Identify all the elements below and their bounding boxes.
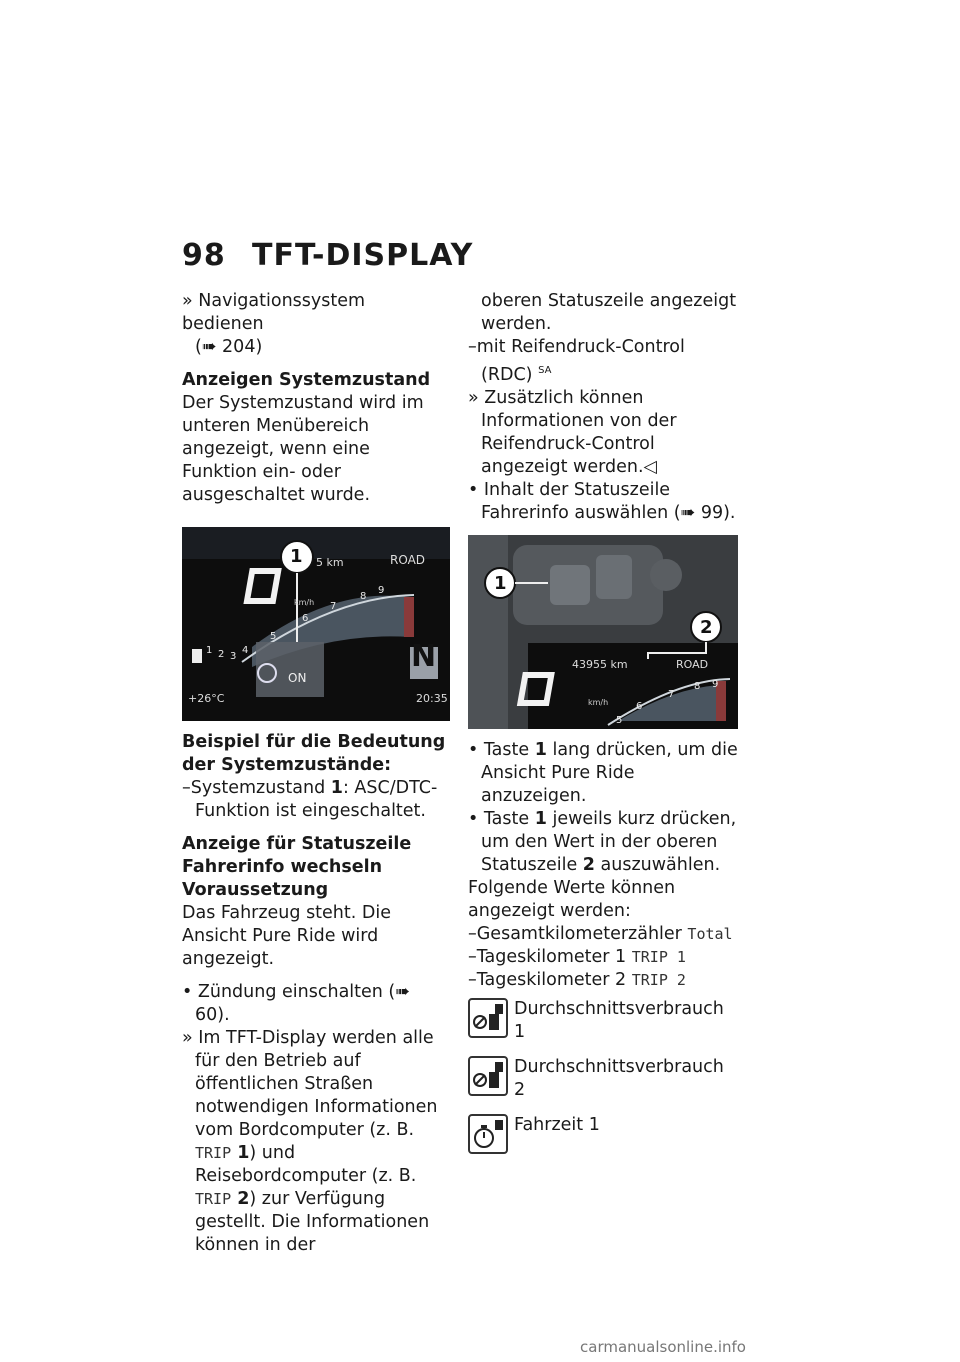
section-heading-status-line: Anzeige für Statuszeile Fahrerinfo wechseln bbox=[182, 834, 412, 877]
trip-number: 2 bbox=[231, 1189, 250, 1209]
fig1-gear: N bbox=[411, 639, 437, 674]
button-number: 1 bbox=[534, 808, 547, 829]
rpm-tick-label: 8 bbox=[360, 591, 367, 602]
option-marker: SA bbox=[538, 365, 552, 376]
rpm-tick-label: 9 bbox=[712, 678, 719, 690]
mono-trip: TRIP bbox=[195, 1190, 232, 1208]
page-title: TFT-DISPLAY bbox=[252, 238, 474, 273]
continuation-text: oberen Statuszeile angezeigt werden. bbox=[481, 291, 737, 334]
column-right bbox=[468, 290, 740, 1166]
step-select-content: • Inhalt der Statuszeile Fahrerinfo auswählen (➠ 99). bbox=[468, 479, 736, 523]
step-text: • Taste bbox=[468, 808, 535, 829]
fig1-status: ON bbox=[288, 671, 307, 685]
rpm-tick-label: 6 bbox=[302, 613, 309, 624]
rpm-tick-label: 2 bbox=[218, 649, 225, 660]
step-text: • Taste bbox=[468, 739, 535, 760]
rpm-tick-label: 9 bbox=[378, 585, 385, 596]
icon-label: Fahrzeit 1 bbox=[514, 1114, 600, 1135]
result-tft bbox=[182, 1027, 450, 1257]
icon-label: Durchschnittsverbrauch 2 bbox=[514, 1056, 724, 1100]
rpm-tick-label: 8 bbox=[694, 680, 701, 692]
rpm-tick-label: 1 bbox=[206, 645, 213, 656]
fuel-consumption-icon bbox=[468, 998, 508, 1038]
step-text: jeweils kurz drücken, um den Wert in der oberen Statuszeile bbox=[481, 808, 737, 875]
value-display: TRIP 1 bbox=[631, 947, 686, 966]
item-text: : ASC/DTC-Funktion ist eingeschaltet. bbox=[195, 778, 438, 821]
figure-caption: Beispiel für die Bedeutung der Systemzustände: bbox=[182, 732, 446, 775]
value-trip1 bbox=[468, 946, 740, 969]
page-number: 98 bbox=[182, 238, 226, 273]
step-text: lang drücken, um die Ansicht Pure Ride anzuzeigen. bbox=[481, 739, 738, 806]
value-trip2 bbox=[468, 969, 740, 992]
rpm-tick-label: 7 bbox=[668, 688, 675, 700]
value-total bbox=[468, 923, 740, 946]
icon-row-riding-time bbox=[468, 1114, 740, 1166]
trip-number: 1 bbox=[231, 1143, 250, 1163]
step-long-press bbox=[468, 739, 740, 808]
nav-reference-text: » Navigationssystem bedienen bbox=[182, 291, 366, 334]
subheading-prerequisite: Voraussetzung bbox=[182, 880, 329, 900]
callout-2: 2 bbox=[700, 616, 713, 638]
item-number: 1 bbox=[330, 778, 343, 798]
step-ignition: • Zündung einschalten (➠ 60). bbox=[182, 982, 410, 1025]
paragraph-prerequisite: Das Fahrzeug steht. Die Ansicht Pure Ride wird angezeigt. bbox=[182, 903, 391, 969]
result-text: ) zur Verfügung gestellt. Die Informationen können in der bbox=[195, 1189, 430, 1255]
figure-handlebar-switch bbox=[468, 535, 738, 729]
rpm-tick-label: 4 bbox=[242, 645, 249, 656]
icon-row-consumption-2 bbox=[468, 1056, 740, 1108]
icon-row-consumption-1 bbox=[468, 998, 740, 1050]
rdc-text: –mit Reifendruck-Control (RDC) bbox=[468, 337, 685, 385]
page-heading bbox=[182, 238, 473, 273]
nav-reference-link[interactable]: (➠ 204) bbox=[195, 337, 263, 357]
nav-reference bbox=[182, 290, 450, 359]
status-line-number: 2 bbox=[582, 854, 595, 875]
rpm-tick-label: 3 bbox=[230, 651, 237, 662]
fuel-consumption-icon bbox=[468, 1056, 508, 1096]
values-intro: Folgende Werte können angezeigt werden: bbox=[468, 877, 676, 921]
step-short-press bbox=[468, 808, 740, 877]
icon-label: Durchschnittsverbrauch 1 bbox=[514, 998, 724, 1042]
fig1-mode: ROAD bbox=[390, 553, 426, 567]
fig2-odometer: 43955 km bbox=[572, 657, 628, 671]
value-label: –Tageskilometer 1 bbox=[468, 946, 632, 967]
rpm-tick-label: 5 bbox=[270, 631, 277, 642]
fig2-mode: ROAD bbox=[676, 657, 709, 671]
rdc-note: » Zusätzlich können Informationen von der Reifendruck-Control angezeigt werden.◁ bbox=[468, 387, 677, 477]
paragraph-system-state: Der Systemzustand wird im unteren Menübereich angezeigt, wenn eine Funktion ein- oder ausgeschaltet wurde. bbox=[182, 393, 424, 505]
value-label: –Gesamtkilometerzähler bbox=[468, 923, 688, 944]
list-item-system-state bbox=[182, 777, 450, 823]
footer-watermark: carmanualsonline.info bbox=[580, 1338, 746, 1356]
step-text: auszuwählen. bbox=[594, 854, 721, 875]
fig1-unit: km/h bbox=[294, 598, 315, 607]
section-heading-system-state: Anzeigen Systemzustand bbox=[182, 370, 431, 390]
result-text: ) und Reisebordcomputer (z. B. bbox=[195, 1143, 417, 1186]
fig1-odometer: 5 km bbox=[316, 556, 344, 569]
item-text: –Systemzustand bbox=[182, 778, 331, 798]
button-number: 1 bbox=[534, 739, 547, 760]
fig2-unit: km/h bbox=[588, 697, 609, 707]
fig1-time: 20:35 bbox=[416, 692, 448, 705]
figure-tft-display bbox=[182, 527, 450, 721]
fig1-temperature: +26°C bbox=[188, 692, 225, 705]
rpm-tick-label: 6 bbox=[636, 700, 643, 712]
result-text: » Im TFT-Display werden alle für den Betrieb auf öffentlichen Straßen notwendigen Informationen vom Bordcomputer (z. B. bbox=[182, 1028, 438, 1140]
callout-1: 1 bbox=[290, 546, 303, 567]
value-display: TRIP 2 bbox=[631, 970, 686, 989]
callout-1: 1 bbox=[494, 572, 507, 594]
rpm-tick-label: 5 bbox=[616, 714, 623, 726]
stopwatch-icon bbox=[468, 1114, 508, 1154]
rdc-item bbox=[468, 336, 740, 387]
value-label: –Tageskilometer 2 bbox=[468, 969, 632, 990]
rpm-tick-label: 7 bbox=[330, 601, 337, 612]
value-display: Total bbox=[687, 924, 733, 943]
mono-trip: TRIP bbox=[195, 1144, 232, 1162]
column-left bbox=[182, 290, 450, 1257]
